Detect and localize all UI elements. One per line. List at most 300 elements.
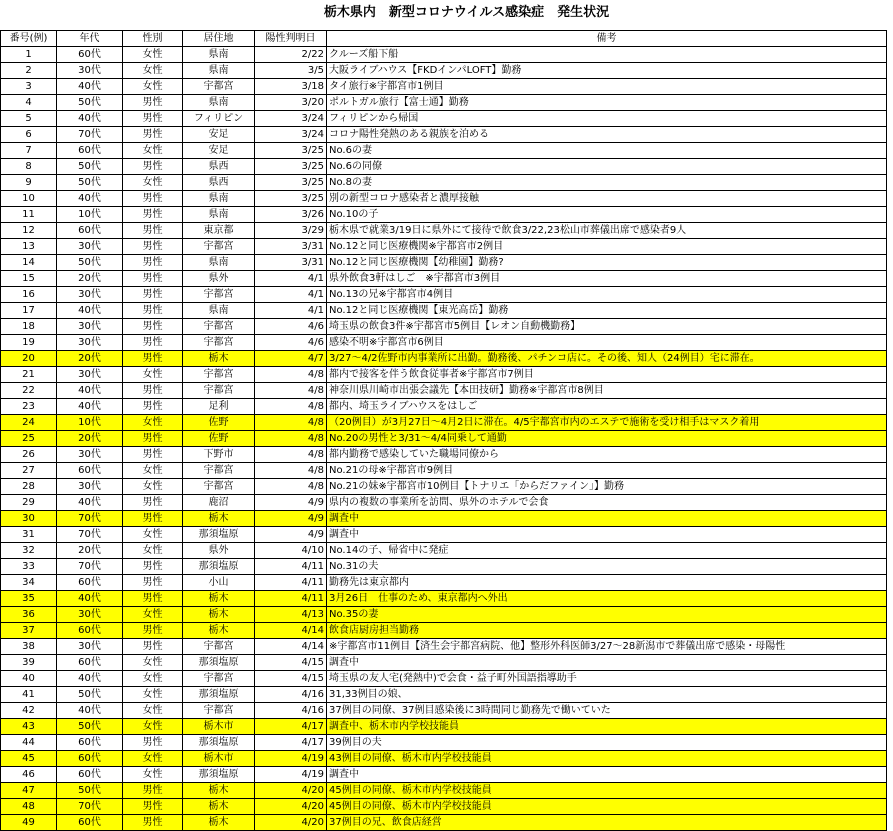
- cell-positive-date[interactable]: 4/17: [255, 735, 327, 751]
- cell-age[interactable]: 60代: [57, 815, 123, 831]
- cell-residence[interactable]: 栃木: [183, 799, 255, 815]
- cell-number[interactable]: 18: [1, 319, 57, 335]
- cell-number[interactable]: 27: [1, 463, 57, 479]
- cell-positive-date[interactable]: 3/26: [255, 207, 327, 223]
- cell-age[interactable]: 60代: [57, 623, 123, 639]
- cell-sex[interactable]: 男性: [123, 223, 183, 239]
- cell-positive-date[interactable]: 3/24: [255, 127, 327, 143]
- cell-residence[interactable]: 下野市: [183, 447, 255, 463]
- cell-notes[interactable]: 39例目の夫: [327, 735, 887, 751]
- cell-notes[interactable]: 飲食店厨房担当勤務: [327, 623, 887, 639]
- cell-notes[interactable]: 感染不明※宇都宮市6例目: [327, 335, 887, 351]
- cell-number[interactable]: 36: [1, 607, 57, 623]
- cell-sex[interactable]: 男性: [123, 95, 183, 111]
- cell-positive-date[interactable]: 4/19: [255, 767, 327, 783]
- cell-positive-date[interactable]: 3/25: [255, 175, 327, 191]
- cell-number[interactable]: 48: [1, 799, 57, 815]
- cell-age[interactable]: 20代: [57, 271, 123, 287]
- cell-sex[interactable]: 女性: [123, 79, 183, 95]
- cell-number[interactable]: 25: [1, 431, 57, 447]
- cell-sex[interactable]: 女性: [123, 479, 183, 495]
- cell-sex[interactable]: 男性: [123, 639, 183, 655]
- header-notes[interactable]: 備考: [327, 31, 887, 47]
- cell-number[interactable]: 32: [1, 543, 57, 559]
- cell-notes[interactable]: 大阪ライブハウス【FKDインパLOFT】勤務: [327, 63, 887, 79]
- cell-residence[interactable]: 安足: [183, 143, 255, 159]
- cell-notes[interactable]: 調査中: [327, 655, 887, 671]
- cell-sex[interactable]: 男性: [123, 319, 183, 335]
- cell-sex[interactable]: 男性: [123, 287, 183, 303]
- cell-residence[interactable]: 那須塩原: [183, 559, 255, 575]
- cell-number[interactable]: 15: [1, 271, 57, 287]
- cell-age[interactable]: 40代: [57, 79, 123, 95]
- cell-age[interactable]: 60代: [57, 223, 123, 239]
- cell-number[interactable]: 24: [1, 415, 57, 431]
- cell-residence[interactable]: 宇都宮: [183, 383, 255, 399]
- cell-sex[interactable]: 男性: [123, 511, 183, 527]
- cell-number[interactable]: 46: [1, 767, 57, 783]
- cell-sex[interactable]: 男性: [123, 575, 183, 591]
- cell-notes[interactable]: 県内の複数の事業所を訪問、県外のホテルで会食: [327, 495, 887, 511]
- cell-positive-date[interactable]: 4/8: [255, 383, 327, 399]
- cell-residence[interactable]: 足利: [183, 399, 255, 415]
- cell-number[interactable]: 12: [1, 223, 57, 239]
- cell-notes[interactable]: （20例目）が3月27日～4月2日に滞在。4/5宇都宮市内のエステで施術を受け相手はマスク着用: [327, 415, 887, 431]
- cell-sex[interactable]: 男性: [123, 303, 183, 319]
- header-age[interactable]: 年代: [57, 31, 123, 47]
- cell-number[interactable]: 14: [1, 255, 57, 271]
- cell-number[interactable]: 11: [1, 207, 57, 223]
- cell-residence[interactable]: 栃木市: [183, 751, 255, 767]
- cell-notes[interactable]: No.12と同じ医療機関【東光高岳】勤務: [327, 303, 887, 319]
- cell-positive-date[interactable]: 3/24: [255, 111, 327, 127]
- cell-age[interactable]: 40代: [57, 303, 123, 319]
- cell-positive-date[interactable]: 3/31: [255, 255, 327, 271]
- cell-residence[interactable]: 県南: [183, 63, 255, 79]
- cell-sex[interactable]: 女性: [123, 367, 183, 383]
- cell-notes[interactable]: 栃木県で就業3/19日に県外にて接待で飲食3/22,23松山市葬儀出席で感染者9人: [327, 223, 887, 239]
- cell-residence[interactable]: 小山: [183, 575, 255, 591]
- header-sex[interactable]: 性別: [123, 31, 183, 47]
- cell-sex[interactable]: 男性: [123, 383, 183, 399]
- cell-residence[interactable]: 宇都宮: [183, 367, 255, 383]
- cell-sex[interactable]: 男性: [123, 255, 183, 271]
- cell-age[interactable]: 30代: [57, 367, 123, 383]
- cell-sex[interactable]: 女性: [123, 543, 183, 559]
- cell-age[interactable]: 70代: [57, 799, 123, 815]
- cell-notes[interactable]: No.35の妻: [327, 607, 887, 623]
- cell-number[interactable]: 23: [1, 399, 57, 415]
- cell-number[interactable]: 29: [1, 495, 57, 511]
- cell-residence[interactable]: 栃木: [183, 607, 255, 623]
- cell-age[interactable]: 40代: [57, 111, 123, 127]
- cell-number[interactable]: 6: [1, 127, 57, 143]
- cell-sex[interactable]: 男性: [123, 783, 183, 799]
- cell-positive-date[interactable]: 4/20: [255, 783, 327, 799]
- cell-positive-date[interactable]: 4/20: [255, 815, 327, 831]
- cell-residence[interactable]: 安足: [183, 127, 255, 143]
- cell-age[interactable]: 50代: [57, 95, 123, 111]
- cell-positive-date[interactable]: 4/20: [255, 799, 327, 815]
- cell-residence[interactable]: 佐野: [183, 415, 255, 431]
- cell-notes[interactable]: No.20の男性と3/31～4/4同乗して通勤: [327, 431, 887, 447]
- cell-number[interactable]: 31: [1, 527, 57, 543]
- cell-number[interactable]: 8: [1, 159, 57, 175]
- cell-notes[interactable]: 都内、埼玉ライブハウスをはしご: [327, 399, 887, 415]
- cell-age[interactable]: 60代: [57, 463, 123, 479]
- cell-age[interactable]: 60代: [57, 767, 123, 783]
- cell-age[interactable]: 50代: [57, 255, 123, 271]
- header-residence[interactable]: 居住地: [183, 31, 255, 47]
- cell-notes[interactable]: No.10の子: [327, 207, 887, 223]
- cell-notes[interactable]: 調査中: [327, 527, 887, 543]
- cell-age[interactable]: 40代: [57, 591, 123, 607]
- cell-number[interactable]: 28: [1, 479, 57, 495]
- cell-notes[interactable]: 45例目の同僚、栃木市内学校技能員: [327, 799, 887, 815]
- cell-positive-date[interactable]: 4/11: [255, 575, 327, 591]
- cell-residence[interactable]: 栃木市: [183, 719, 255, 735]
- cell-age[interactable]: 20代: [57, 351, 123, 367]
- cell-positive-date[interactable]: 4/8: [255, 447, 327, 463]
- cell-age[interactable]: 30代: [57, 479, 123, 495]
- cell-positive-date[interactable]: 3/29: [255, 223, 327, 239]
- cell-sex[interactable]: 男性: [123, 239, 183, 255]
- cell-sex[interactable]: 女性: [123, 671, 183, 687]
- cell-sex[interactable]: 女性: [123, 703, 183, 719]
- cell-positive-date[interactable]: 4/19: [255, 751, 327, 767]
- cell-residence[interactable]: 宇都宮: [183, 703, 255, 719]
- cell-positive-date[interactable]: 4/8: [255, 415, 327, 431]
- cell-positive-date[interactable]: 4/1: [255, 303, 327, 319]
- cell-positive-date[interactable]: 4/8: [255, 367, 327, 383]
- cell-age[interactable]: 40代: [57, 191, 123, 207]
- cell-residence[interactable]: 宇都宮: [183, 671, 255, 687]
- cell-residence[interactable]: フィリピン: [183, 111, 255, 127]
- cell-number[interactable]: 16: [1, 287, 57, 303]
- cell-sex[interactable]: 女性: [123, 175, 183, 191]
- cell-positive-date[interactable]: 4/1: [255, 287, 327, 303]
- cell-sex[interactable]: 男性: [123, 207, 183, 223]
- cell-notes[interactable]: 神奈川県川崎市出張会議先【本田技研】勤務※宇都宮市8例目: [327, 383, 887, 399]
- cell-age[interactable]: 30代: [57, 287, 123, 303]
- cell-sex[interactable]: 男性: [123, 159, 183, 175]
- cell-residence[interactable]: 栃木: [183, 511, 255, 527]
- cell-positive-date[interactable]: 4/7: [255, 351, 327, 367]
- cell-positive-date[interactable]: 4/6: [255, 319, 327, 335]
- cell-notes[interactable]: 調査中: [327, 767, 887, 783]
- cell-notes[interactable]: No.6の同僚: [327, 159, 887, 175]
- cell-sex[interactable]: 女性: [123, 415, 183, 431]
- cell-age[interactable]: 50代: [57, 687, 123, 703]
- cell-residence[interactable]: 栃木: [183, 623, 255, 639]
- cell-notes[interactable]: 勤務先は東京都内: [327, 575, 887, 591]
- cell-notes[interactable]: 埼玉県の飲食3件※宇都宮市5例目【レオン自動機勤務】: [327, 319, 887, 335]
- cell-residence[interactable]: 宇都宮: [183, 79, 255, 95]
- cell-age[interactable]: 40代: [57, 671, 123, 687]
- cell-residence[interactable]: 那須塩原: [183, 735, 255, 751]
- cell-positive-date[interactable]: 4/11: [255, 559, 327, 575]
- cell-number[interactable]: 43: [1, 719, 57, 735]
- cell-positive-date[interactable]: 4/8: [255, 463, 327, 479]
- cell-positive-date[interactable]: 4/16: [255, 687, 327, 703]
- cell-positive-date[interactable]: 4/9: [255, 495, 327, 511]
- cell-sex[interactable]: 女性: [123, 143, 183, 159]
- cell-number[interactable]: 3: [1, 79, 57, 95]
- cell-sex[interactable]: 女性: [123, 687, 183, 703]
- cell-age[interactable]: 50代: [57, 159, 123, 175]
- cell-age[interactable]: 70代: [57, 559, 123, 575]
- cell-sex[interactable]: 女性: [123, 607, 183, 623]
- cell-age[interactable]: 70代: [57, 127, 123, 143]
- cell-notes[interactable]: ※宇都宮市11例目【済生会宇都宮病院、他】整形外科医師3/27～28新潟市で葬儀出席で感染・母陽性: [327, 639, 887, 655]
- cell-age[interactable]: 60代: [57, 575, 123, 591]
- cell-notes[interactable]: 3月26日 仕事のため、東京都内へ外出: [327, 591, 887, 607]
- cell-positive-date[interactable]: 4/15: [255, 655, 327, 671]
- cell-number[interactable]: 21: [1, 367, 57, 383]
- cell-age[interactable]: 50代: [57, 719, 123, 735]
- cell-sex[interactable]: 男性: [123, 447, 183, 463]
- cell-number[interactable]: 40: [1, 671, 57, 687]
- cell-notes[interactable]: 37例目の兄、飲食店経営: [327, 815, 887, 831]
- cell-residence[interactable]: 宇都宮: [183, 239, 255, 255]
- cell-sex[interactable]: 男性: [123, 815, 183, 831]
- cell-residence[interactable]: 宇都宮: [183, 463, 255, 479]
- cell-age[interactable]: 50代: [57, 783, 123, 799]
- cell-residence[interactable]: 那須塩原: [183, 655, 255, 671]
- cell-number[interactable]: 37: [1, 623, 57, 639]
- cell-sex[interactable]: 男性: [123, 495, 183, 511]
- cell-age[interactable]: 30代: [57, 239, 123, 255]
- cell-positive-date[interactable]: 3/31: [255, 239, 327, 255]
- cell-sex[interactable]: 男性: [123, 431, 183, 447]
- cell-age[interactable]: 60代: [57, 47, 123, 63]
- cell-positive-date[interactable]: 4/17: [255, 719, 327, 735]
- cell-positive-date[interactable]: 4/14: [255, 639, 327, 655]
- cell-age[interactable]: 30代: [57, 63, 123, 79]
- cell-number[interactable]: 38: [1, 639, 57, 655]
- cell-number[interactable]: 26: [1, 447, 57, 463]
- cell-number[interactable]: 10: [1, 191, 57, 207]
- cell-notes[interactable]: No.13の兄※宇都宮市4例目: [327, 287, 887, 303]
- cell-residence[interactable]: 宇都宮: [183, 319, 255, 335]
- cell-age[interactable]: 40代: [57, 383, 123, 399]
- cell-residence[interactable]: 県西: [183, 175, 255, 191]
- cell-positive-date[interactable]: 4/8: [255, 399, 327, 415]
- header-positive-date[interactable]: 陽性判明日: [255, 31, 327, 47]
- cell-notes[interactable]: タイ旅行※宇都宮市1例目: [327, 79, 887, 95]
- cell-number[interactable]: 19: [1, 335, 57, 351]
- cell-residence[interactable]: 県西: [183, 159, 255, 175]
- cell-age[interactable]: 60代: [57, 655, 123, 671]
- cell-age[interactable]: 60代: [57, 751, 123, 767]
- cell-number[interactable]: 42: [1, 703, 57, 719]
- cell-positive-date[interactable]: 4/15: [255, 671, 327, 687]
- cell-age[interactable]: 60代: [57, 735, 123, 751]
- cell-number[interactable]: 13: [1, 239, 57, 255]
- cell-positive-date[interactable]: 4/8: [255, 431, 327, 447]
- cell-positive-date[interactable]: 4/14: [255, 623, 327, 639]
- cell-number[interactable]: 4: [1, 95, 57, 111]
- cell-sex[interactable]: 男性: [123, 191, 183, 207]
- cell-sex[interactable]: 男性: [123, 127, 183, 143]
- cell-sex[interactable]: 男性: [123, 351, 183, 367]
- cell-number[interactable]: 39: [1, 655, 57, 671]
- cell-residence[interactable]: 県南: [183, 207, 255, 223]
- cell-residence[interactable]: 県南: [183, 255, 255, 271]
- cell-sex[interactable]: 女性: [123, 63, 183, 79]
- cell-notes[interactable]: 調査中、栃木市内学校技能員: [327, 719, 887, 735]
- cell-sex[interactable]: 女性: [123, 655, 183, 671]
- cell-number[interactable]: 41: [1, 687, 57, 703]
- cell-positive-date[interactable]: 4/16: [255, 703, 327, 719]
- cell-positive-date[interactable]: 3/18: [255, 79, 327, 95]
- cell-notes[interactable]: 43例目の同僚、栃木市内学校技能員: [327, 751, 887, 767]
- cell-sex[interactable]: 女性: [123, 719, 183, 735]
- cell-notes[interactable]: 31,33例目の娘、: [327, 687, 887, 703]
- cell-positive-date[interactable]: 2/22: [255, 47, 327, 63]
- cell-positive-date[interactable]: 4/6: [255, 335, 327, 351]
- cell-age[interactable]: 10代: [57, 415, 123, 431]
- cell-residence[interactable]: 県南: [183, 47, 255, 63]
- cell-number[interactable]: 5: [1, 111, 57, 127]
- cell-residence[interactable]: 那須塩原: [183, 527, 255, 543]
- cell-notes[interactable]: No.31の夫: [327, 559, 887, 575]
- cell-notes[interactable]: No.6の妻: [327, 143, 887, 159]
- cell-sex[interactable]: 男性: [123, 271, 183, 287]
- cell-positive-date[interactable]: 3/5: [255, 63, 327, 79]
- cell-notes[interactable]: No.21の母※宇都宮市9例目: [327, 463, 887, 479]
- cell-number[interactable]: 7: [1, 143, 57, 159]
- cell-number[interactable]: 17: [1, 303, 57, 319]
- cell-sex[interactable]: 女性: [123, 767, 183, 783]
- cell-number[interactable]: 9: [1, 175, 57, 191]
- cell-notes[interactable]: 調査中: [327, 511, 887, 527]
- cell-age[interactable]: 40代: [57, 399, 123, 415]
- cell-sex[interactable]: 男性: [123, 735, 183, 751]
- cell-sex[interactable]: 男性: [123, 623, 183, 639]
- cell-sex[interactable]: 男性: [123, 591, 183, 607]
- cell-residence[interactable]: 県外: [183, 271, 255, 287]
- cell-notes[interactable]: No.21の妹※宇都宮市10例目【トナリエ「からだファイン」】勤務: [327, 479, 887, 495]
- cell-residence[interactable]: 佐野: [183, 431, 255, 447]
- cell-number[interactable]: 34: [1, 575, 57, 591]
- cell-sex[interactable]: 男性: [123, 111, 183, 127]
- cell-residence[interactable]: 宇都宮: [183, 479, 255, 495]
- cell-number[interactable]: 49: [1, 815, 57, 831]
- cell-number[interactable]: 22: [1, 383, 57, 399]
- cell-notes[interactable]: 都内勤務で感染していた職場同僚から: [327, 447, 887, 463]
- cell-sex[interactable]: 男性: [123, 799, 183, 815]
- cell-age[interactable]: 20代: [57, 543, 123, 559]
- cell-positive-date[interactable]: 3/25: [255, 143, 327, 159]
- cell-number[interactable]: 30: [1, 511, 57, 527]
- cell-number[interactable]: 2: [1, 63, 57, 79]
- cell-notes[interactable]: No.12と同じ医療機関※宇都宮市2例目: [327, 239, 887, 255]
- cell-age[interactable]: 10代: [57, 207, 123, 223]
- cell-age[interactable]: 70代: [57, 511, 123, 527]
- cell-age[interactable]: 50代: [57, 175, 123, 191]
- cell-notes[interactable]: No.14の子、帰省中に発症: [327, 543, 887, 559]
- cell-age[interactable]: 40代: [57, 495, 123, 511]
- cell-residence[interactable]: 栃木: [183, 783, 255, 799]
- cell-notes[interactable]: 37例目の同僚、37例目感染後に3時間同じ勤務先で働いていた: [327, 703, 887, 719]
- cell-notes[interactable]: 3/27～4/2佐野市内事業所に出勤。勤務後、パチンコ店に。その後、知人（24例目）宅に滞在。: [327, 351, 887, 367]
- cell-sex[interactable]: 女性: [123, 47, 183, 63]
- cell-residence[interactable]: 栃木: [183, 591, 255, 607]
- cell-residence[interactable]: 県南: [183, 191, 255, 207]
- cell-sex[interactable]: 女性: [123, 463, 183, 479]
- cell-residence[interactable]: 県南: [183, 303, 255, 319]
- cell-notes[interactable]: No.8の妻: [327, 175, 887, 191]
- cell-residence[interactable]: 宇都宮: [183, 287, 255, 303]
- cell-notes[interactable]: フィリピンから帰国: [327, 111, 887, 127]
- cell-sex[interactable]: 女性: [123, 527, 183, 543]
- cell-positive-date[interactable]: 4/8: [255, 479, 327, 495]
- cell-number[interactable]: 35: [1, 591, 57, 607]
- cell-residence[interactable]: 那須塩原: [183, 767, 255, 783]
- cell-age[interactable]: 30代: [57, 639, 123, 655]
- header-number[interactable]: 番号(例): [1, 31, 57, 47]
- cell-age[interactable]: 30代: [57, 607, 123, 623]
- cell-notes[interactable]: クルーズ船下船: [327, 47, 887, 63]
- cell-positive-date[interactable]: 4/10: [255, 543, 327, 559]
- cell-notes[interactable]: コロナ陽性発熱のある親族を泊める: [327, 127, 887, 143]
- cell-sex[interactable]: 男性: [123, 559, 183, 575]
- cell-notes[interactable]: ポルトガル旅行【富士通】勤務: [327, 95, 887, 111]
- cell-positive-date[interactable]: 4/11: [255, 591, 327, 607]
- cell-residence[interactable]: 東京都: [183, 223, 255, 239]
- cell-age[interactable]: 70代: [57, 527, 123, 543]
- cell-number[interactable]: 47: [1, 783, 57, 799]
- cell-age[interactable]: 60代: [57, 143, 123, 159]
- cell-residence[interactable]: 鹿沼: [183, 495, 255, 511]
- cell-age[interactable]: 30代: [57, 447, 123, 463]
- cell-residence[interactable]: 栃木: [183, 815, 255, 831]
- cell-positive-date[interactable]: 3/25: [255, 191, 327, 207]
- cell-positive-date[interactable]: 4/13: [255, 607, 327, 623]
- cell-residence[interactable]: 栃木: [183, 351, 255, 367]
- cell-number[interactable]: 44: [1, 735, 57, 751]
- cell-age[interactable]: 30代: [57, 335, 123, 351]
- cell-notes[interactable]: No.12と同じ医療機関【幼稚園】勤務?: [327, 255, 887, 271]
- cell-positive-date[interactable]: 3/25: [255, 159, 327, 175]
- cell-age[interactable]: 20代: [57, 431, 123, 447]
- cell-residence[interactable]: 県南: [183, 95, 255, 111]
- cell-number[interactable]: 45: [1, 751, 57, 767]
- cell-number[interactable]: 1: [1, 47, 57, 63]
- cell-residence[interactable]: 宇都宮: [183, 335, 255, 351]
- cell-positive-date[interactable]: 4/1: [255, 271, 327, 287]
- cell-notes[interactable]: 県外飲食3軒はしご ※宇都宮市3例目: [327, 271, 887, 287]
- cell-notes[interactable]: 別の新型コロナ感染者と濃厚接触: [327, 191, 887, 207]
- cell-positive-date[interactable]: 4/9: [255, 511, 327, 527]
- cell-notes[interactable]: 45例目の同僚、栃木市内学校技能員: [327, 783, 887, 799]
- cell-age[interactable]: 30代: [57, 319, 123, 335]
- cell-positive-date[interactable]: 4/9: [255, 527, 327, 543]
- cell-number[interactable]: 33: [1, 559, 57, 575]
- cell-residence[interactable]: 那須塩原: [183, 687, 255, 703]
- cell-sex[interactable]: 女性: [123, 751, 183, 767]
- cell-sex[interactable]: 男性: [123, 399, 183, 415]
- cell-notes[interactable]: 都内で接客を伴う飲食従事者※宇都宮市7例目: [327, 367, 887, 383]
- cell-residence[interactable]: 県外: [183, 543, 255, 559]
- cell-sex[interactable]: 男性: [123, 335, 183, 351]
- cell-number[interactable]: 20: [1, 351, 57, 367]
- cell-residence[interactable]: 宇都宮: [183, 639, 255, 655]
- cell-age[interactable]: 40代: [57, 703, 123, 719]
- cell-notes[interactable]: 埼玉県の友人宅(発熱中)で会食・益子町外国語指導助手: [327, 671, 887, 687]
- cell-positive-date[interactable]: 3/20: [255, 95, 327, 111]
